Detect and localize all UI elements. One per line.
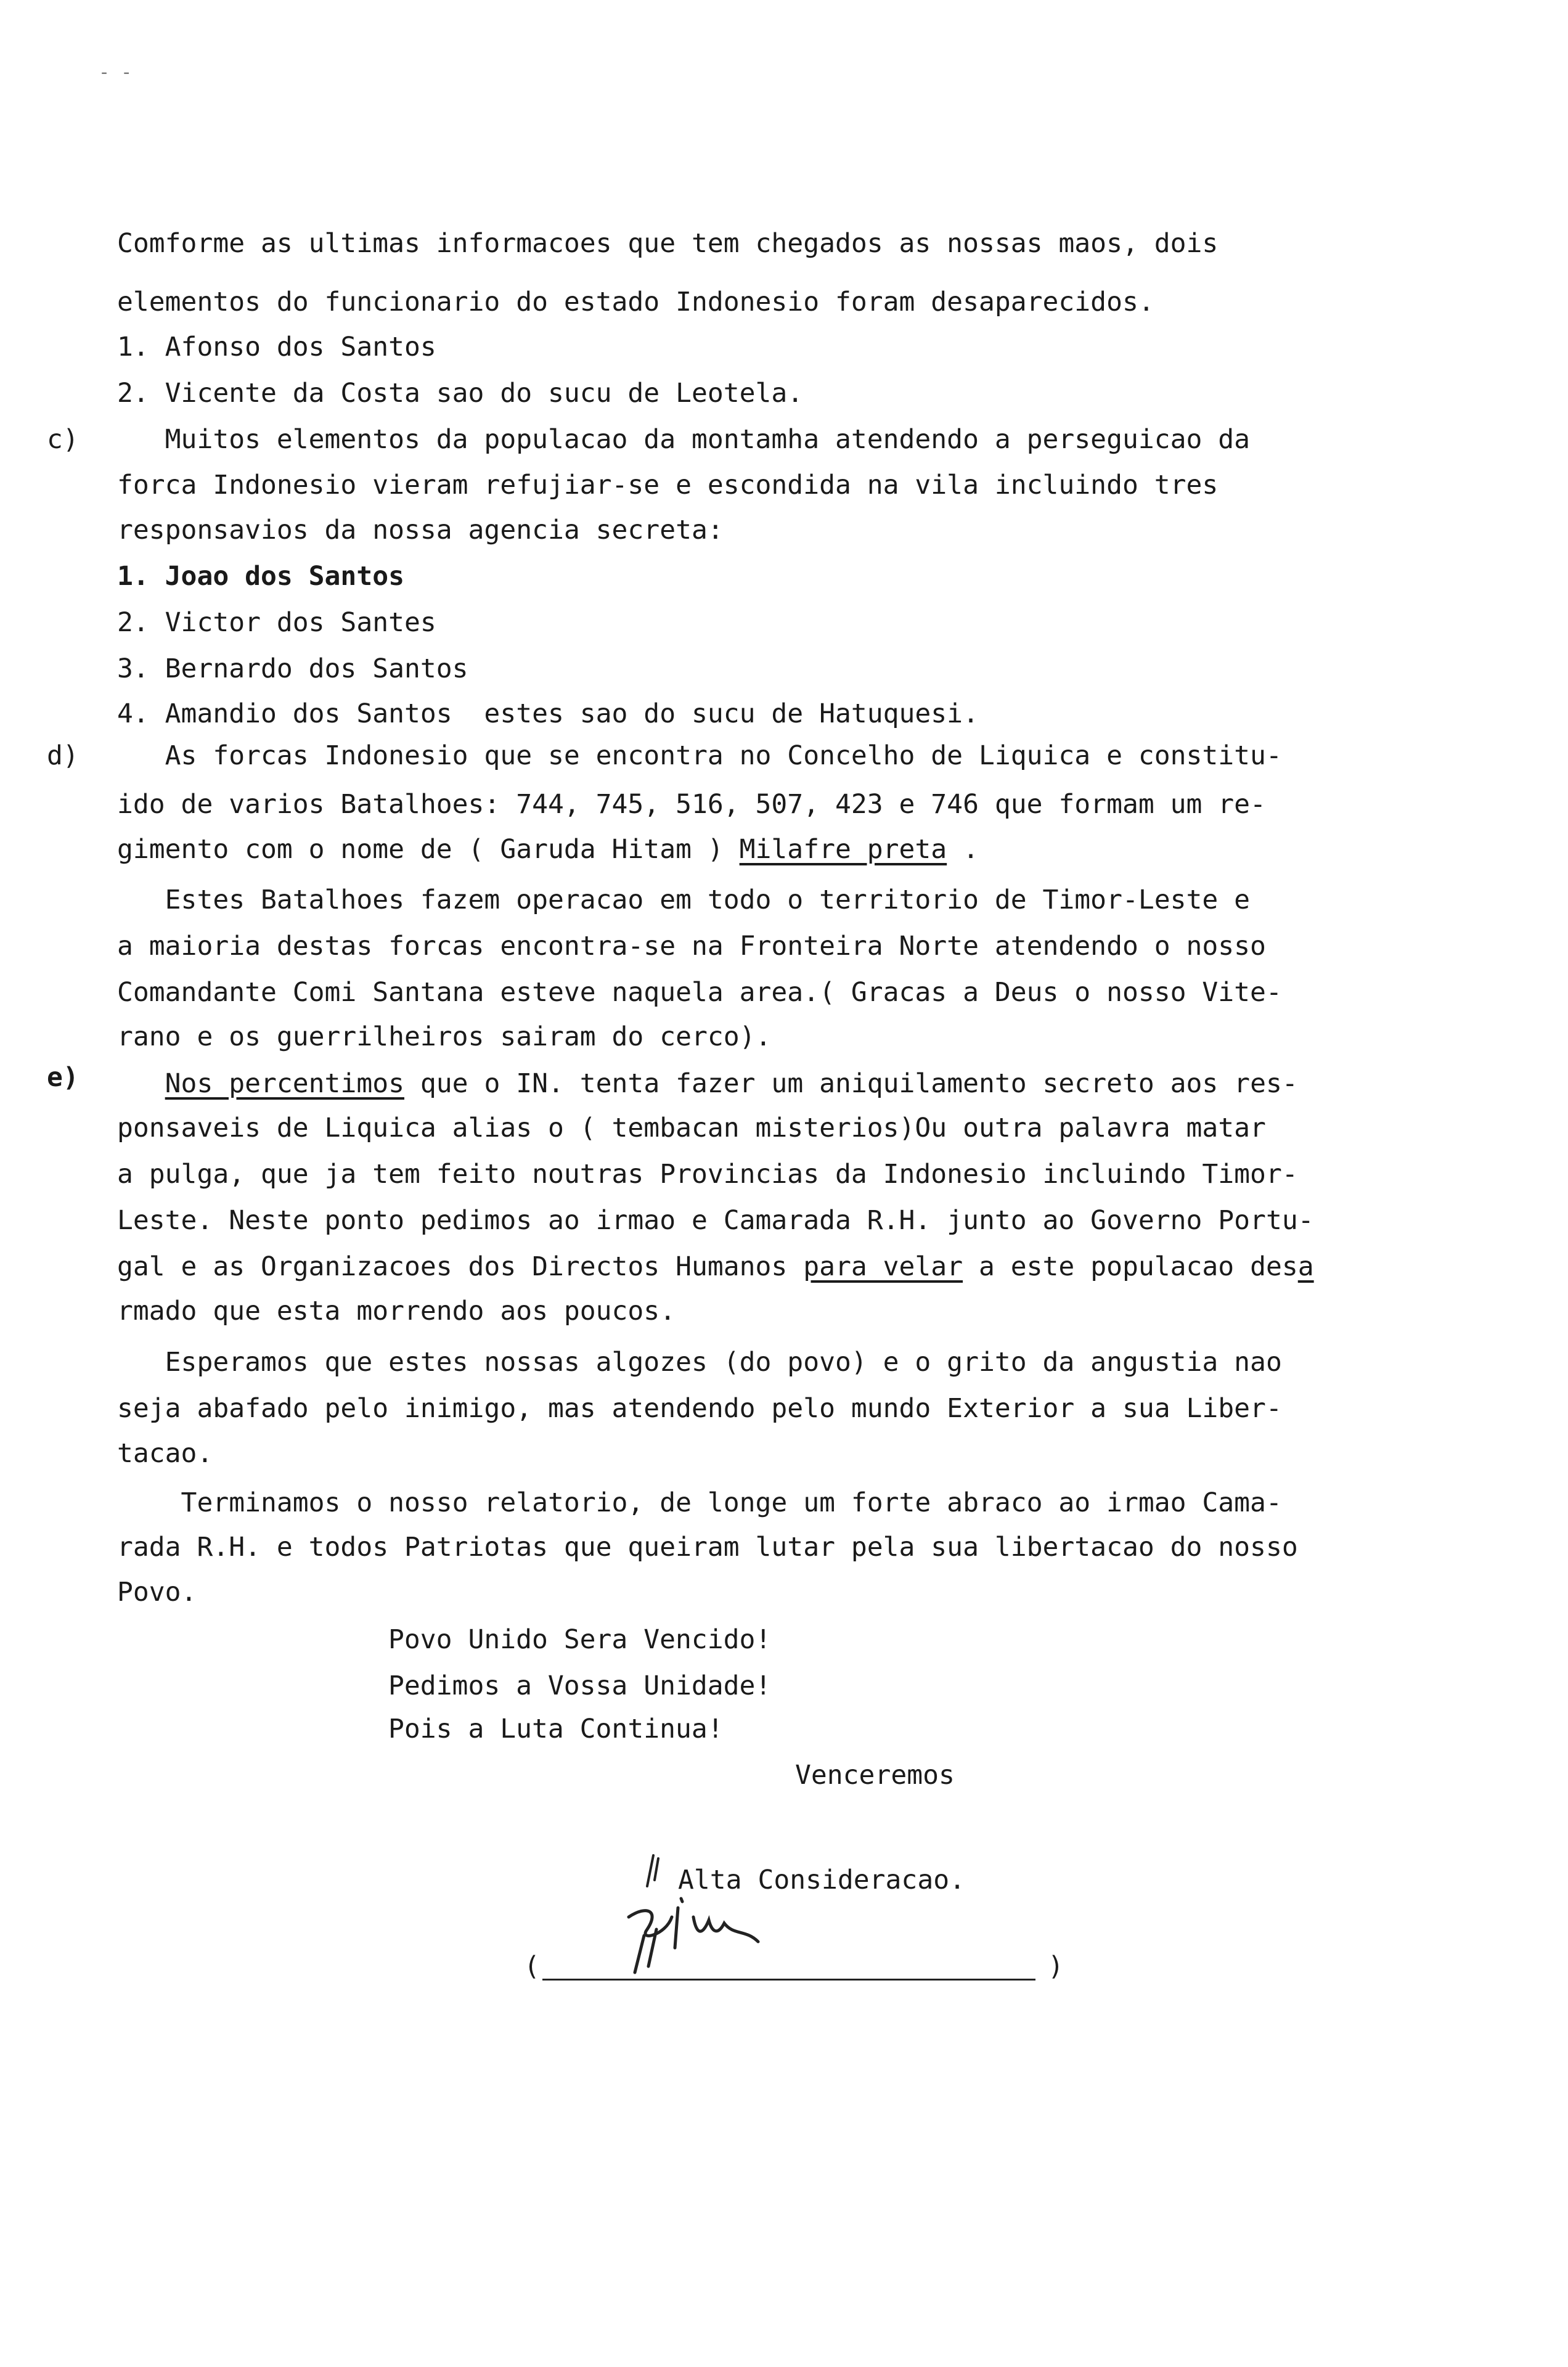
alta-consideracao: Alta Consideracao.: [678, 1865, 965, 1895]
body-line-18: rano e os guerrilheiros sairam do cerco).: [117, 1021, 772, 1052]
body-line-20: ponsaveis de Liquica alias o ( tembacan misterios)Ou outra palavra matar: [117, 1113, 1266, 1143]
underlined-para-velar: para velar: [803, 1251, 963, 1282]
body-line-12: As forcas Indonesio que se encontra no Concelho de Liquica e constitu-: [117, 740, 1282, 771]
body-line-26: seja abafado pelo inimigo, mas atendendo pelo mundo Exterior a sua Liber-: [117, 1393, 1282, 1424]
label-d: d): [47, 740, 79, 771]
venceremos: Venceremos: [795, 1760, 955, 1791]
closing-line-1: Povo Unido Sera Vencido!: [388, 1624, 772, 1655]
label-e: e): [47, 1062, 79, 1093]
body-line-6: forca Indonesio vieram refujiar-se e escondida na vila incluindo tres: [117, 470, 1219, 501]
signature-paren-close: ): [1048, 1951, 1064, 1982]
underlined-nos-percentimos: Nos percentimos: [165, 1068, 404, 1099]
body-line-23-tail: a este populacao des: [963, 1251, 1298, 1282]
body-line-24: rmado que esta morrendo aos poucos.: [117, 1296, 676, 1327]
body-line-13: ido de varios Batalhoes: 744, 745, 516, 507, 423 e 746 que formam um re-: [117, 789, 1266, 820]
body-line-21: a pulga, que ja tem feito noutras Provincias da Indonesio incluindo Timor-: [117, 1159, 1298, 1190]
body-line-14: [117, 831, 979, 868]
signature-paren-open: (: [524, 1951, 540, 1982]
body-line-8: 1. Joao dos Santos: [117, 561, 404, 592]
body-line-9: 2. Victor dos Santes: [117, 607, 436, 638]
body-line-25: Esperamos que estes nossas algozes (do povo) e o grito da angustia nao: [117, 1347, 1282, 1378]
body-line-28: Terminamos o nosso relatorio, de longe um forte abraco ao irmao Cama-: [117, 1487, 1282, 1518]
body-line-29: rada R.H. e todos Patriotas que queiram lutar pela sua libertacao do nosso: [117, 1532, 1298, 1563]
body-line-15: Estes Batalhoes fazem operacao em todo o territorio de Timor-Leste e: [117, 885, 1251, 915]
body-line-1: Comforme as ultimas informacoes que tem chegados as nossas maos, dois: [117, 228, 1219, 259]
body-line-27: tacao.: [117, 1438, 213, 1469]
body-line-19-text: que o IN. tenta fazer um aniquilamento secreto aos res-: [404, 1068, 1298, 1099]
body-line-14-tail: .: [947, 834, 979, 865]
body-line-16: a maioria destas forcas encontra-se na Fronteira Norte atendendo o nosso: [117, 931, 1266, 962]
label-c: c): [47, 424, 79, 455]
signature-line: [542, 1979, 1035, 1981]
body-line-4: 2. Vicente da Costa sao do sucu de Leotela.: [117, 378, 804, 409]
body-line-22: Leste. Neste ponto pedimos ao irmao e Camarada R.H. junto ao Governo Portu-: [117, 1205, 1314, 1236]
body-line-30: Povo.: [117, 1577, 197, 1608]
body-line-3: 1. Afonso dos Santos: [117, 332, 436, 362]
body-line-14-text: gimento com o nome de ( Garuda Hitam ): [117, 834, 740, 865]
body-line-10: 3. Bernardo dos Santos: [117, 653, 468, 684]
body-line-19: [117, 1065, 1298, 1102]
body-line-7: responsavios da nossa agencia secreta:: [117, 515, 724, 546]
signature-icon: [610, 1843, 770, 1979]
body-line-5: Muitos elementos da populacao da montamha atendendo a perseguicao da: [117, 424, 1251, 455]
body-line-17: Comandante Comi Santana esteve naquela area.( Gracas a Deus o nosso Vite-: [117, 977, 1282, 1008]
body-line-2: elementos do funcionario do estado Indonesio foram desaparecidos.: [117, 287, 1154, 317]
underlined-letter-a: a: [1297, 1251, 1314, 1282]
body-line-23: [117, 1248, 1314, 1285]
underlined-milafre-preta: Milafre preta: [739, 834, 947, 865]
body-line-23-text: gal e as Organizacoes dos Directos Humanos: [117, 1251, 804, 1282]
corner-mark: - -: [99, 62, 133, 83]
body-line-11: 4. Amandio dos Santos estes sao do sucu de Hatuquesi.: [117, 698, 979, 729]
closing-line-2: Pedimos a Vossa Unidade!: [388, 1670, 772, 1701]
closing-line-3: Pois a Luta Continua!: [388, 1714, 724, 1744]
